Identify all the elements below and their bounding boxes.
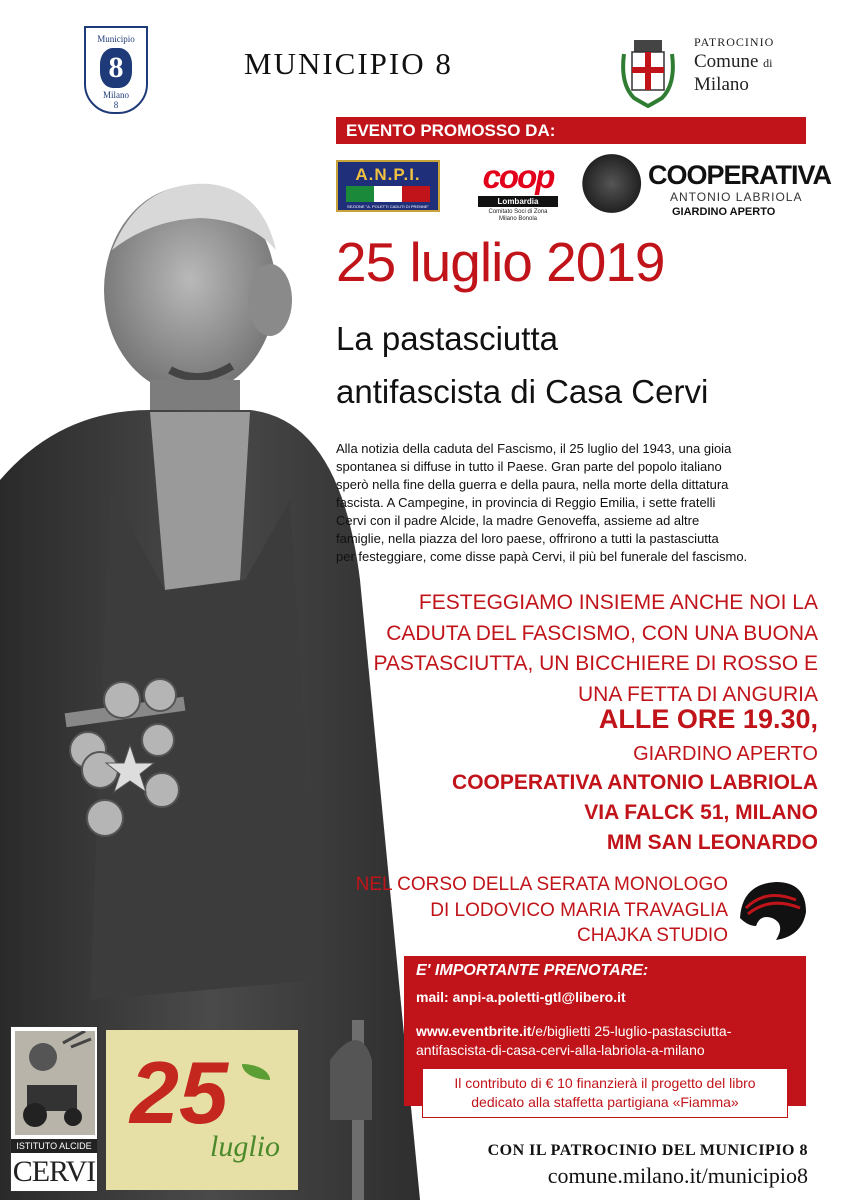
reservation-email[interactable]: mail: anpi-a.poletti-gtl@libero.it	[416, 989, 626, 1005]
promoted-by-band: EVENTO PROMOSSO DA:	[336, 117, 806, 144]
story-line: fascista. A Campegine, in provincia di Reggio Emilia, i sette fratelli	[336, 495, 716, 510]
coop-logo-sub	[474, 209, 562, 223]
coop-logo-sub1: Comitato Soci di Zona	[488, 209, 548, 215]
celebration-line: FESTEGGIAMO INSIEME ANCHE NOI LA	[418, 591, 818, 614]
municipio-logo-city: Milano	[103, 90, 129, 100]
municipio-logo-number: 8	[113, 100, 119, 110]
25-luglio-logo	[106, 1030, 298, 1190]
venue-line: MM SAN LEONARDO	[606, 831, 818, 854]
event-title-line1: La pastasciutta	[336, 320, 558, 357]
coop-logo	[474, 160, 562, 230]
celebration-line: PASTASCIUTTA, UN BICCHIERE DI ROSSO E	[373, 652, 818, 675]
footer-patronage: CON IL PATROCINIO DEL MUNICIPIO 8	[487, 1142, 808, 1159]
monologue-note	[336, 872, 728, 949]
reservation-link-path2: antifascista-di-casa-cervi-alla-labriola-a-milano	[416, 1042, 705, 1058]
reservation-link[interactable]	[416, 1022, 806, 1060]
coop-logo-region: Lombardia	[478, 196, 558, 207]
basil-leaf-icon	[242, 1064, 270, 1080]
venue-line: COOPERATIVA ANTONIO LABRIOLA	[452, 771, 818, 794]
event-title-line2: antifascista di Casa Cervi	[336, 373, 709, 410]
venue-address	[336, 768, 818, 858]
footer-url[interactable]: comune.milano.it/municipio8	[547, 1163, 808, 1188]
labriola-portrait-icon	[582, 152, 648, 222]
celebration-text	[336, 588, 818, 710]
monologue-line: DI LODOVICO MARIA TRAVAGLIA	[430, 899, 728, 921]
municipio-logo	[84, 26, 148, 114]
cooperativa-labriola-logo	[582, 152, 832, 224]
chajka-studio-logo-icon	[736, 878, 808, 942]
contribution-line: dedicato alla staffetta partigiana «Fiamma»	[471, 1094, 739, 1110]
cooperativa-logo-sub: GIARDINO APERTO	[672, 206, 776, 218]
coop-logo-brand: coop	[482, 158, 554, 195]
page-title: MUNICIPIO 8	[244, 46, 453, 81]
coop-logo-sub2: Milano Bonola	[498, 216, 538, 222]
anpi-logo-caption: SEZIONE "A. POLETTI CADUTI DI PRENNE"	[347, 204, 429, 209]
patrocinio-label: PATROCINIO	[694, 35, 775, 49]
italian-flag-icon	[346, 186, 430, 202]
story-line: sperò nella fine della guerra e della paura, nella morte della dittatura	[336, 477, 729, 492]
story-line: spontanea si diffuse in tutto il Paese. Gran parte del popolo italiano	[336, 459, 722, 474]
cooperativa-logo-name: ANTONIO LABRIOLA	[670, 190, 803, 204]
story-line: Cervi con il padre Alcide, la madre Genoveffa, assieme ad altre	[336, 513, 700, 528]
contribution-line: Il contributo di € 10 finanzierà il progetto del libro	[454, 1075, 756, 1091]
celebration-line: CADUTA DEL FASCISMO, CON UNA BUONA	[386, 621, 818, 645]
tractor-icon	[15, 1031, 95, 1135]
monologue-line: NEL CORSO DELLA SERATA MONOLOGO	[355, 874, 728, 895]
comune-city: Milano	[694, 74, 749, 95]
comune-word: Comune	[694, 51, 759, 72]
venue-line: VIA FALCK 51, MILANO	[584, 801, 818, 824]
luglio-logo-number: 25	[130, 1043, 228, 1142]
cooperativa-logo-title: COOPERATIVA	[648, 160, 832, 190]
monologue-line: CHAJKA STUDIO	[577, 925, 728, 946]
reservation-heading: E' IMPORTANTE PRENOTARE:	[416, 962, 649, 979]
municipio-logo-digit: 8	[100, 48, 132, 88]
event-date: 25 luglio 2019	[336, 231, 665, 293]
comune-milano-crest-icon	[614, 34, 682, 108]
istituto-cervi-name: CERVI	[12, 1155, 96, 1188]
comune-di: di	[763, 56, 773, 70]
story-line: Alla notizia della caduta del Fascismo, il 25 luglio del 1943, una gioia	[336, 441, 732, 456]
istituto-cervi-caption: ISTITUTO ALCIDE	[11, 1139, 97, 1153]
event-story	[336, 440, 818, 566]
luglio-logo-word: luglio	[210, 1130, 281, 1163]
municipio-logo-label: Municipio	[97, 34, 135, 44]
celebration-line: UNA FETTA DI ANGURIA	[578, 682, 818, 706]
contribution-note	[422, 1068, 788, 1118]
reservation-link-domain: www.eventbrite.it	[416, 1023, 532, 1039]
anpi-logo-name: A.N.P.I.	[355, 165, 421, 184]
istituto-cervi-logo	[10, 1026, 98, 1192]
event-time: ALLE ORE 19.30,	[598, 704, 818, 734]
comune-milano-name	[694, 51, 772, 95]
venue-subtitle: GIARDINO APERTO	[633, 743, 818, 765]
story-line: per festeggiare, come disse papà Cervi, il più bel funerale del fascismo.	[336, 549, 748, 564]
reservation-link-path: /e/biglietti 25-luglio-pastasciutta-	[531, 1023, 732, 1039]
story-line: famiglie, nella piazza del loro paese, offrirono a tutti la pastasciutta	[336, 531, 719, 546]
anpi-logo	[336, 160, 440, 212]
